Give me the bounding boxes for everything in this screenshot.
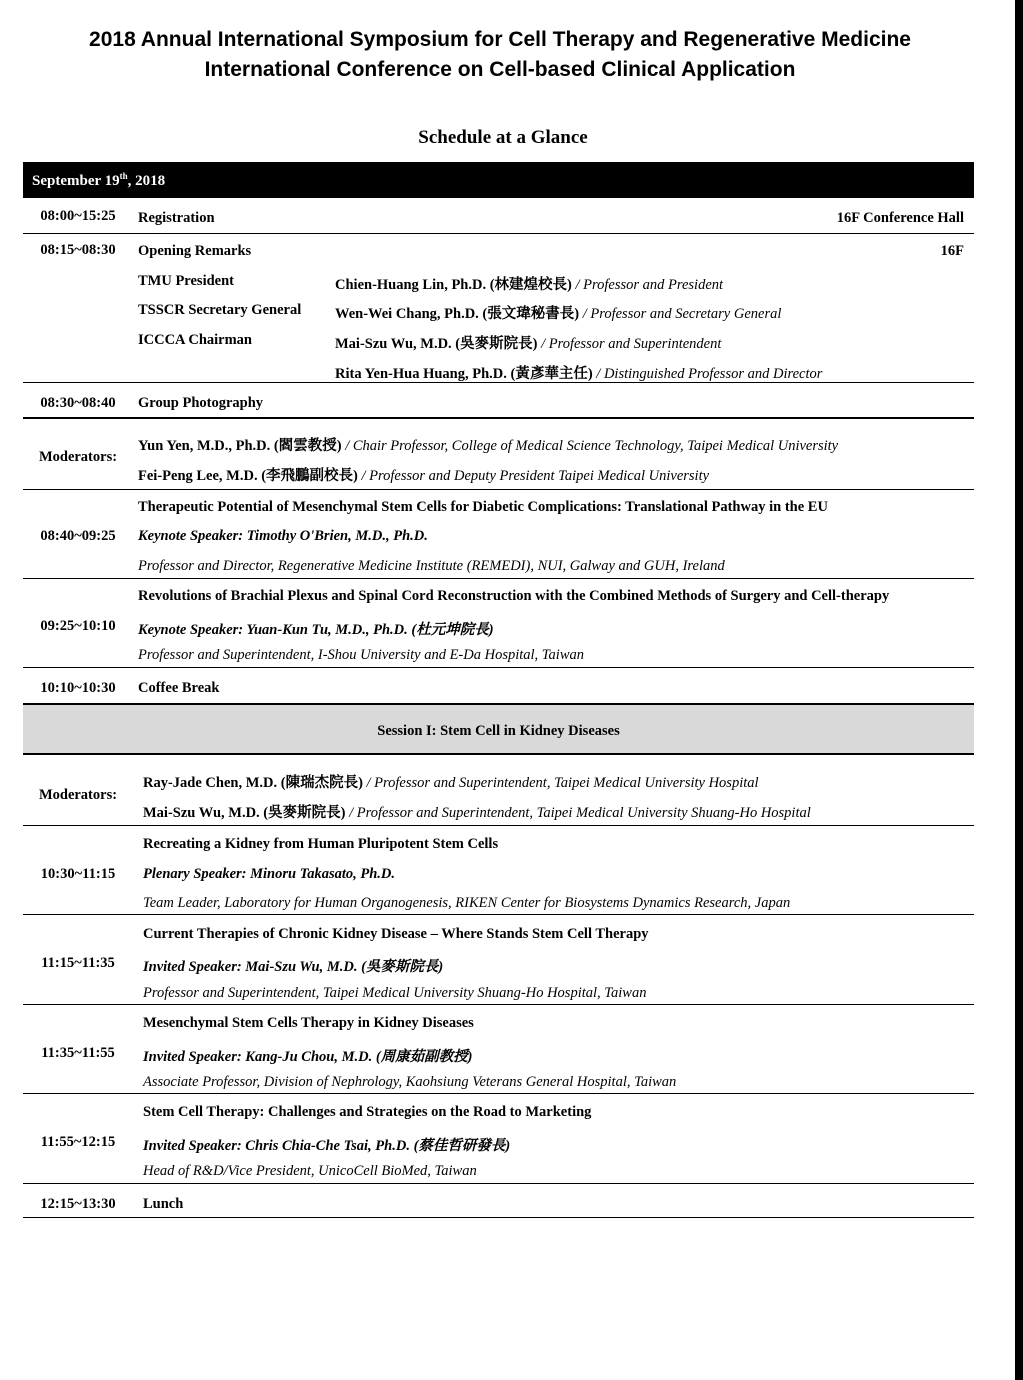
moderator-title: / Professor and Deputy President Taipei Medical University — [357, 468, 710, 484]
opening-speaker-name: Mai-Szu Wu, M.D. (吳麥斯院長) — [335, 336, 538, 352]
divider — [23, 1183, 974, 1184]
opening-time: 08:15~08:30 — [40, 242, 116, 258]
opening-speaker-name: Wen-Wei Chang, Ph.D. (張文瑋秘書長) — [335, 306, 580, 322]
opening-speaker — [335, 332, 721, 353]
lunch-label: Lunch — [143, 1196, 184, 1212]
date-banner — [23, 162, 974, 198]
talk-title: Mesenchymal Stem Cells Therapy in Kidney Diseases — [143, 1015, 474, 1031]
divider — [23, 382, 974, 383]
talk-affiliation: Team Leader, Laboratory for Human Organogenesis, RIKEN Center for Biosystems Dynamics Research, Japan — [143, 895, 791, 911]
moderator — [138, 434, 838, 455]
registration-label: Registration — [138, 210, 215, 226]
coffee-time: 10:10~10:30 — [40, 680, 116, 696]
photo-time: 08:30~08:40 — [40, 395, 116, 411]
moderator — [143, 771, 759, 792]
talk-time: 09:25~10:10 — [40, 618, 116, 634]
talk-time: 08:40~09:25 — [40, 528, 116, 544]
photo-label: Group Photography — [138, 395, 264, 411]
coffee-label: Coffee Break — [138, 680, 220, 696]
date-year: , 2018 — [127, 173, 166, 189]
talk-affiliation: Professor and Superintendent, I-Shou University and E-Da Hospital, Taiwan — [138, 647, 584, 663]
opening-speaker — [335, 273, 723, 294]
talk-title: Stem Cell Therapy: Challenges and Strategies on the Road to Marketing — [143, 1104, 592, 1120]
opening-speaker — [335, 302, 781, 323]
opening-speaker-title: / Professor and President — [571, 277, 724, 293]
talk-affiliation: Associate Professor, Division of Nephrology, Kaohsiung Veterans General Hospital, Taiwan — [143, 1074, 677, 1090]
talk-affiliation: Professor and Director, Regenerative Medicine Institute (REMEDI), NUI, Galway and GUH, Ireland — [138, 558, 725, 574]
session-title: Session I: Stem Cell in Kidney Diseases — [377, 723, 620, 739]
talk-speaker: Invited Speaker: Kang-Ju Chou, M.D. (周康茹副教授) — [143, 1049, 473, 1065]
opening-location: 16F — [940, 243, 964, 259]
divider — [23, 1004, 974, 1005]
moderator-name: Fei-Peng Lee, M.D. (李飛鵬副校長) — [138, 468, 358, 484]
opening-speaker-title: / Distinguished Professor and Director — [592, 366, 823, 382]
registration-time: 08:00~15:25 — [40, 208, 116, 224]
talk-title: Therapeutic Potential of Mesenchymal Stem Cells for Diabetic Complications: Translational Pathway in the EU — [138, 499, 828, 515]
registration-location: 16F Conference Hall — [836, 210, 964, 226]
opening-label: Opening Remarks — [138, 243, 252, 259]
talk-speaker: Invited Speaker: Mai-Szu Wu, M.D. (吳麥斯院長) — [143, 959, 444, 975]
opening-speaker-title: / Professor and Secretary General — [579, 306, 782, 322]
moderator-name: Yun Yen, M.D., Ph.D. (閻雲教授) — [138, 438, 342, 454]
divider — [23, 417, 974, 419]
talk-title: Current Therapies of Chronic Kidney Disease – Where Stands Stem Cell Therapy — [143, 926, 649, 942]
moderator-title: / Chair Professor, College of Medical Science Technology, Taipei Medical University — [341, 438, 839, 454]
moderator-name: Mai-Szu Wu, M.D. (吳麥斯院長) — [143, 805, 346, 821]
opening-role: TMU President — [138, 273, 234, 289]
opening-role: ICCCA Chairman — [138, 332, 252, 348]
talk-affiliation: Head of R&D/Vice President, UnicoCell BioMed, Taiwan — [143, 1163, 477, 1179]
talk-affiliation: Professor and Superintendent, Taipei Medical University Shuang-Ho Hospital, Taiwan — [143, 985, 647, 1001]
talk-time: 10:30~11:15 — [40, 866, 116, 882]
page-edge — [1015, 0, 1023, 1380]
document-title: 2018 Annual International Symposium for Cell Therapy and Regenerative Medicine — [89, 28, 911, 51]
opening-speaker-title: / Professor and Superintendent — [537, 336, 722, 352]
moderator — [143, 801, 811, 822]
divider — [23, 1093, 974, 1094]
divider — [23, 1217, 974, 1218]
opening-speaker — [335, 362, 822, 383]
talk-title: Revolutions of Brachial Plexus and Spinal Cord Reconstruction with the Combined Methods of Surgery and Cell-therapy — [138, 588, 890, 604]
moderator — [138, 464, 709, 485]
divider — [23, 667, 974, 668]
opening-role: TSSCR Secretary General — [138, 302, 302, 318]
session-banner — [23, 703, 974, 755]
moderator-name: Ray-Jade Chen, M.D. (陳瑞杰院長) — [143, 775, 363, 791]
divider — [23, 825, 974, 826]
moderator-title: / Professor and Superintendent, Taipei Medical University Shuang-Ho Hospital — [345, 805, 811, 821]
divider — [23, 914, 974, 915]
divider — [23, 578, 974, 579]
opening-speaker-name: Chien-Huang Lin, Ph.D. (林建煌校長) — [335, 277, 572, 293]
opening-speaker-name: Rita Yen-Hua Huang, Ph.D. (黃彥華主任) — [335, 366, 593, 382]
talk-time: 11:55~12:15 — [40, 1134, 116, 1150]
talk-speaker: Plenary Speaker: Minoru Takasato, Ph.D. — [143, 866, 396, 882]
talk-title: Recreating a Kidney from Human Pluripotent Stem Cells — [143, 836, 499, 852]
talk-speaker: Invited Speaker: Chris Chia-Che Tsai, Ph.D. (蔡佳哲研發長) — [143, 1138, 511, 1154]
document-title-line2: International Conference on Cell-based Clinical Application — [204, 58, 796, 81]
moderators-label: Moderators: — [38, 787, 118, 803]
moderators-label: Moderators: — [38, 449, 118, 465]
talk-speaker: Keynote Speaker: Yuan-Kun Tu, M.D., Ph.D. (杜元坤院長) — [138, 622, 494, 638]
schedule-subtitle: Schedule at a Glance — [418, 127, 588, 148]
date-prefix: September 19 — [32, 173, 120, 189]
divider — [23, 233, 974, 234]
moderator-title: / Professor and Superintendent, Taipei Medical University Hospital — [362, 775, 759, 791]
divider — [23, 489, 974, 490]
talk-time: 11:15~11:35 — [41, 955, 115, 971]
lunch-time: 12:15~13:30 — [40, 1196, 116, 1212]
date-suffix-sup: th — [119, 171, 128, 181]
talk-speaker: Keynote Speaker: Timothy O'Brien, M.D., Ph.D. — [138, 528, 428, 544]
talk-time: 11:35~11:55 — [41, 1045, 115, 1061]
